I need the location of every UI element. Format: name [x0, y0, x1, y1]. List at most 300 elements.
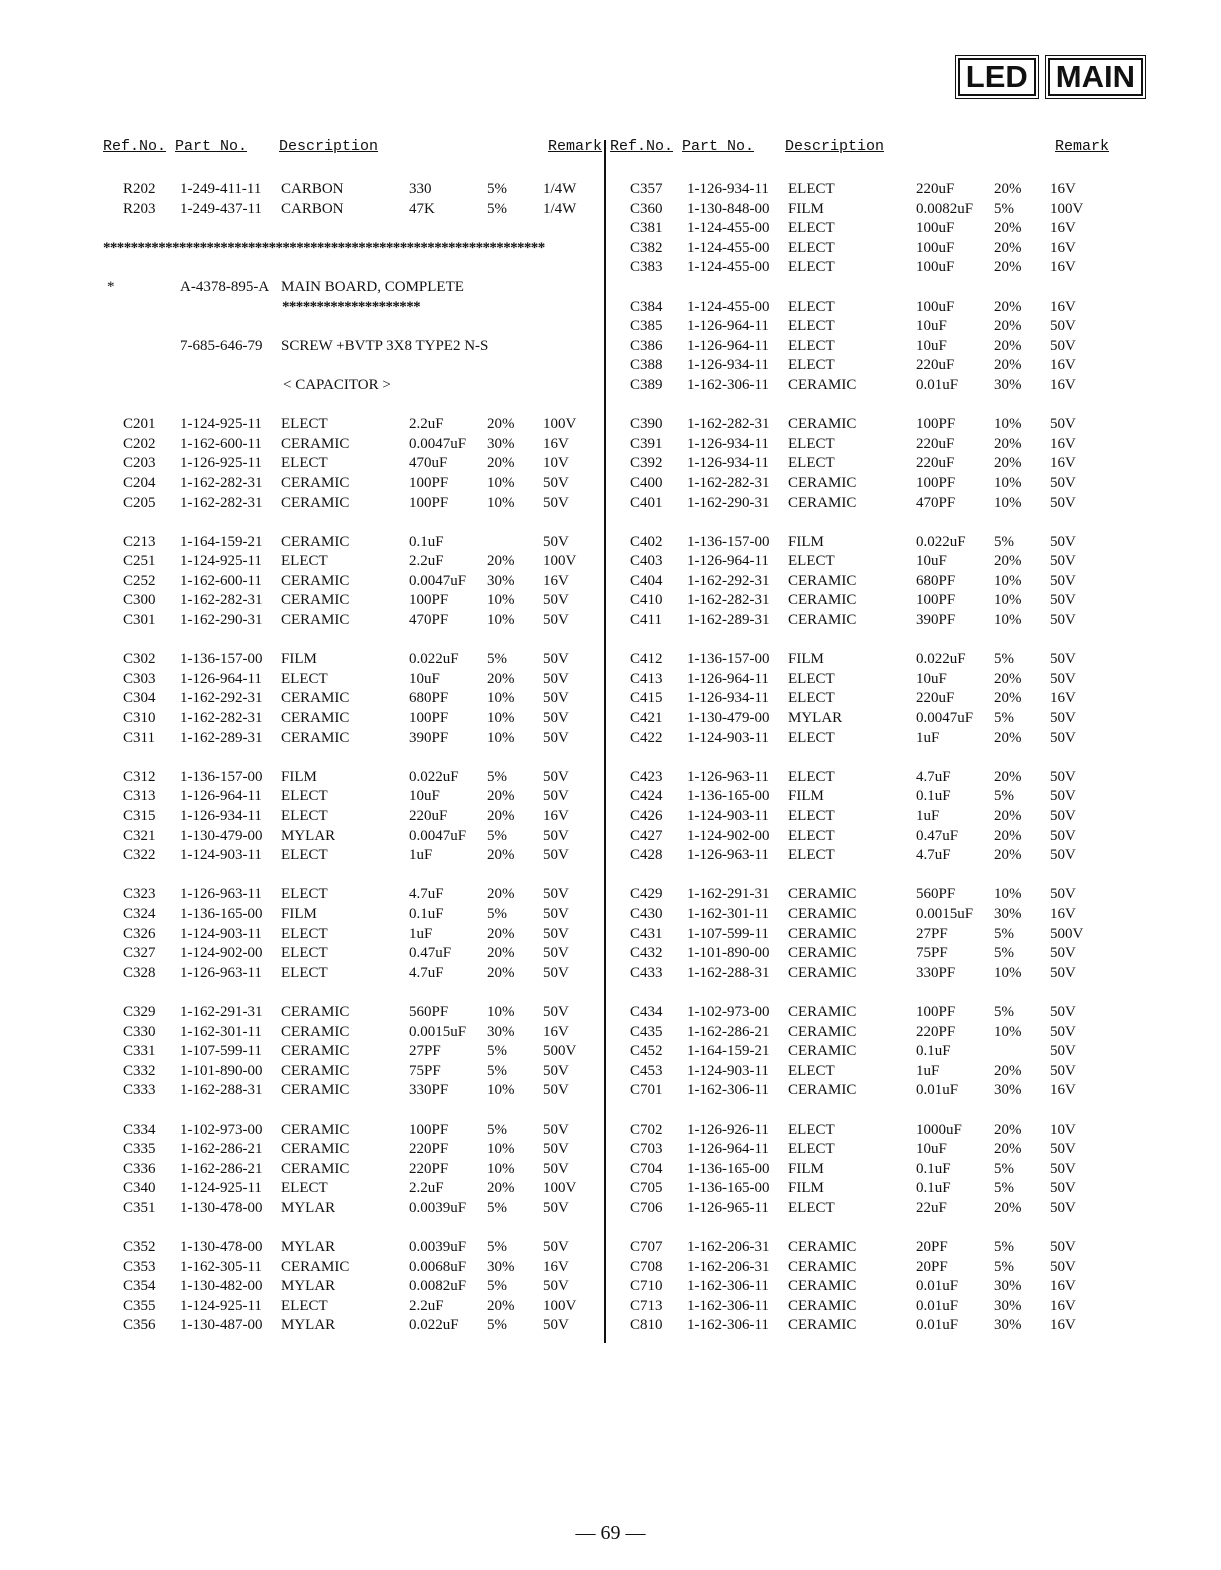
cell-ref: C704 — [630, 1160, 663, 1177]
cell-desc: ELECT — [788, 259, 835, 276]
cell-value: 0.022uF — [409, 768, 459, 785]
cell-tol: 5% — [994, 1160, 1014, 1177]
cell-rating: 16V — [1050, 1278, 1076, 1295]
cell-tol: 5% — [487, 1199, 507, 1216]
cell-part: 1-124-902-00 — [180, 945, 263, 962]
section-title-line — [103, 376, 601, 396]
cell-value: 470PF — [916, 494, 956, 511]
cell-desc: ELECT — [788, 670, 835, 687]
cell-tol: 5% — [487, 1317, 507, 1334]
cell-tol: 20% — [487, 416, 515, 433]
table-row — [103, 415, 601, 435]
cell-ref: C323 — [123, 886, 156, 903]
cell-tol: 10% — [994, 592, 1022, 609]
cell-value: 20PF — [916, 1258, 948, 1275]
cell-rating: 50V — [543, 474, 569, 491]
cell-ref: C302 — [123, 651, 156, 668]
cell-rating: 50V — [543, 1160, 569, 1177]
cell-value: 0.1uF — [916, 788, 951, 805]
cell-tol: 10% — [487, 729, 515, 746]
cell-part: 1-101-890-00 — [687, 945, 770, 962]
cell-part: 1-162-306-11 — [687, 1082, 769, 1099]
cell-ref: C326 — [123, 925, 156, 942]
cell-rating: 100V — [543, 553, 577, 570]
cell-tol: 10% — [994, 494, 1022, 511]
cell-rating: 10V — [1050, 1121, 1076, 1138]
cell-tol: 10% — [994, 1023, 1022, 1040]
cell-part: 1-130-479-00 — [687, 710, 770, 727]
table-row — [610, 415, 1110, 435]
cell-rating: 16V — [1050, 181, 1076, 197]
cell-ref: C701 — [630, 1082, 663, 1099]
cell-desc: FILM — [281, 651, 317, 668]
cell-part: 1-136-157-00 — [687, 533, 770, 550]
cell-value: 100uF — [916, 220, 955, 237]
cell-desc: ELECT — [788, 181, 835, 197]
table-row — [610, 689, 1110, 709]
cell-part: 1-162-301-11 — [180, 1023, 262, 1040]
cell-value: 390PF — [409, 729, 449, 746]
cell-rating: 1/4W — [543, 200, 577, 217]
cell-rating: 50V — [543, 592, 569, 609]
cell-ref: C386 — [630, 337, 663, 354]
cell-tol: 20% — [994, 220, 1022, 237]
table-row — [103, 200, 601, 220]
table-row — [103, 1160, 601, 1180]
cell-value: 10uF — [409, 670, 440, 687]
cell-part: 1-162-290-31 — [687, 494, 770, 511]
cell-rating: 50V — [1050, 847, 1076, 864]
table-row — [610, 1316, 1110, 1336]
cell-desc: CERAMIC — [788, 1003, 857, 1020]
cell-rating: 16V — [543, 435, 569, 452]
cell-desc: CERAMIC — [788, 1023, 857, 1040]
cell-desc: MYLAR — [281, 1317, 336, 1334]
cell-tol: 10% — [487, 1003, 515, 1020]
right-header — [610, 138, 1110, 160]
cell-part: 1-162-286-21 — [180, 1160, 263, 1177]
cell-desc: CERAMIC — [281, 729, 350, 746]
cell-part: 1-249-411-11 — [180, 181, 262, 197]
cell-value: 220uF — [916, 181, 955, 197]
cell-rating: 50V — [543, 945, 569, 962]
cell-tol: 20% — [994, 455, 1022, 472]
cell-desc: FILM — [788, 788, 824, 805]
cell-tol: 10% — [487, 1160, 515, 1177]
table-row — [610, 1062, 1110, 1082]
cell-rating: 50V — [543, 1317, 569, 1334]
cell-value: 0.0047uF — [916, 710, 974, 727]
cell-value: 0.01uF — [916, 1278, 959, 1295]
cell-rating: 50V — [1050, 337, 1076, 354]
cell-part: 1-162-305-11 — [180, 1258, 262, 1275]
cell-desc: CERAMIC — [788, 572, 857, 589]
cell-rating: 50V — [1050, 592, 1076, 609]
cell-part: 1-136-165-00 — [687, 788, 770, 805]
cell-value: 0.01uF — [916, 1297, 959, 1314]
cell-value: 220PF — [409, 1160, 449, 1177]
cell-part: 1-162-306-11 — [687, 1278, 769, 1295]
cell-desc: CERAMIC — [281, 1023, 350, 1040]
cell-desc: ELECT — [788, 827, 835, 844]
cell-tol: 5% — [487, 1062, 507, 1079]
header-remark: Remark — [548, 138, 603, 155]
cell-ref: C324 — [123, 905, 156, 922]
cell-tol: 20% — [994, 259, 1022, 276]
cell-desc: ELECT — [281, 808, 328, 824]
table-row — [103, 1081, 601, 1101]
cell-desc: CERAMIC — [281, 1141, 350, 1158]
cell-part: 1-126-964-11 — [687, 670, 769, 687]
cell-rating: 50V — [543, 710, 569, 727]
cell-tol: 30% — [487, 1023, 515, 1040]
table-row — [610, 729, 1110, 749]
cell-desc: ELECT — [788, 1141, 835, 1158]
cell-part: 1-162-600-11 — [180, 572, 262, 589]
table-row — [103, 1140, 601, 1160]
cell-part: 1-162-288-31 — [687, 964, 770, 981]
cell-rating: 50V — [1050, 318, 1076, 335]
board-part: A-4378-895-A — [180, 278, 270, 295]
cell-desc: ELECT — [281, 553, 328, 570]
cell-ref: C385 — [630, 318, 663, 335]
cell-tol: 5% — [994, 710, 1014, 727]
cell-desc: CERAMIC — [281, 710, 350, 727]
cell-ref: C382 — [630, 239, 663, 256]
table-row — [610, 317, 1110, 337]
cell-rating: 50V — [1050, 1180, 1076, 1197]
cell-part: 1-126-934-11 — [687, 181, 769, 197]
cell-rating: 16V — [1050, 905, 1076, 922]
table-row — [103, 709, 601, 729]
cell-desc: ELECT — [788, 1121, 835, 1138]
board-mark: * — [107, 278, 115, 295]
cell-rating: 50V — [1050, 612, 1076, 629]
table-row — [103, 905, 601, 925]
cell-ref: C389 — [630, 376, 663, 393]
table-row — [610, 454, 1110, 474]
cell-rating: 50V — [1050, 729, 1076, 746]
cell-desc: ELECT — [788, 690, 835, 707]
cell-part: 1-162-301-11 — [687, 905, 769, 922]
cell-value: 100PF — [916, 474, 956, 491]
cell-desc: CERAMIC — [281, 572, 350, 589]
cell-part: 1-162-290-31 — [180, 612, 263, 629]
cell-desc: CERAMIC — [788, 474, 857, 491]
cell-desc: FILM — [788, 1160, 824, 1177]
table-row — [103, 454, 601, 474]
cell-tol: 20% — [994, 847, 1022, 864]
cell-value: 0.1uF — [916, 1180, 951, 1197]
cell-ref: C404 — [630, 572, 663, 589]
cell-desc: CERAMIC — [788, 1082, 857, 1099]
cell-part: 1-249-437-11 — [180, 200, 262, 217]
cell-ref: C708 — [630, 1258, 663, 1275]
cell-desc: CERAMIC — [281, 612, 350, 629]
cell-rating: 50V — [1050, 474, 1076, 491]
cell-rating: 50V — [543, 964, 569, 981]
table-row — [103, 572, 601, 592]
cell-value: 27PF — [916, 925, 948, 942]
cell-desc: CERAMIC — [281, 1062, 350, 1079]
cell-value: 680PF — [409, 690, 449, 707]
table-row — [610, 1277, 1110, 1297]
cell-rating: 1/4W — [543, 181, 577, 197]
cell-part: 1-162-292-31 — [180, 690, 263, 707]
cell-value: 220uF — [916, 357, 955, 374]
cell-desc: ELECT — [281, 1297, 328, 1314]
cell-value: 1uF — [916, 808, 940, 824]
cell-rating: 50V — [1050, 1239, 1076, 1256]
cell-rating: 50V — [543, 651, 569, 668]
cell-desc: CERAMIC — [281, 474, 350, 491]
cell-tol: 20% — [487, 925, 515, 942]
cell-desc: ELECT — [281, 416, 328, 433]
table-row — [610, 1297, 1110, 1317]
table-row — [103, 533, 601, 553]
cell-desc: CERAMIC — [281, 592, 350, 609]
cell-part: 1-130-487-00 — [180, 1317, 263, 1334]
cell-rating: 500V — [1050, 925, 1084, 942]
cell-value: 1000uF — [916, 1121, 962, 1138]
cell-tol: 10% — [487, 612, 515, 629]
cell-tol: 5% — [994, 945, 1014, 962]
cell-desc: CERAMIC — [788, 1317, 857, 1334]
cell-tol: 5% — [994, 1239, 1014, 1256]
table-row — [610, 885, 1110, 905]
cell-tol: 20% — [487, 964, 515, 981]
table-row — [610, 219, 1110, 239]
cell-value: 0.0039uF — [409, 1239, 467, 1256]
table-row — [103, 1238, 601, 1258]
cell-part: 1-107-599-11 — [180, 1043, 262, 1060]
cell-desc: FILM — [788, 1180, 824, 1197]
cell-rating: 50V — [1050, 670, 1076, 687]
cell-part: 1-126-925-11 — [180, 455, 262, 472]
cell-ref: C429 — [630, 886, 663, 903]
cell-ref: C353 — [123, 1258, 156, 1275]
cell-part: 1-126-934-11 — [180, 808, 262, 824]
table-row — [103, 494, 601, 514]
table-row — [610, 1003, 1110, 1023]
cell-rating: 50V — [1050, 886, 1076, 903]
cell-part: 1-124-925-11 — [180, 1180, 262, 1197]
cell-desc: ELECT — [788, 298, 835, 315]
cell-value: 330 — [409, 181, 432, 197]
table-row — [610, 670, 1110, 690]
cell-tol: 20% — [487, 945, 515, 962]
cell-value: 0.01uF — [916, 376, 959, 393]
cell-tol: 30% — [994, 1082, 1022, 1099]
table-row — [610, 200, 1110, 220]
cell-rating: 50V — [1050, 553, 1076, 570]
cell-desc: MYLAR — [281, 1199, 336, 1216]
cell-rating: 16V — [1050, 298, 1076, 315]
table-row — [103, 787, 601, 807]
cell-desc: CERAMIC — [281, 1258, 350, 1275]
cell-ref: C411 — [630, 612, 662, 629]
cell-rating: 100V — [1050, 200, 1084, 217]
cell-rating: 50V — [1050, 416, 1076, 433]
cell-part: 1-162-291-31 — [180, 1003, 263, 1020]
cell-ref: C413 — [630, 670, 663, 687]
cell-ref: C313 — [123, 788, 156, 805]
separator-stars: **************************************************************** — [103, 239, 545, 256]
table-row — [103, 944, 601, 964]
cell-tol: 10% — [487, 474, 515, 491]
cell-tol: 20% — [487, 553, 515, 570]
cell-desc: ELECT — [281, 1180, 328, 1197]
cell-ref: C702 — [630, 1121, 663, 1138]
column-divider — [604, 140, 606, 1343]
cell-rating: 50V — [543, 847, 569, 864]
cell-tol: 5% — [994, 925, 1014, 942]
cell-rating: 16V — [1050, 239, 1076, 256]
cell-tol: 20% — [994, 1121, 1022, 1138]
header-part: Part No. — [175, 138, 248, 155]
cell-desc: FILM — [281, 905, 317, 922]
cell-ref: C381 — [630, 220, 663, 237]
cell-ref: C301 — [123, 612, 156, 629]
cell-tol: 5% — [487, 827, 507, 844]
table-row — [610, 787, 1110, 807]
cell-tol: 20% — [487, 455, 515, 472]
table-row — [103, 846, 601, 866]
cell-rating: 100V — [543, 416, 577, 433]
cell-value: 100PF — [409, 592, 449, 609]
table-row — [610, 258, 1110, 278]
cell-ref: C330 — [123, 1023, 156, 1040]
cell-part: 1-102-973-00 — [180, 1121, 263, 1138]
cell-rating: 100V — [543, 1180, 577, 1197]
cell-tol: 20% — [994, 318, 1022, 335]
cell-tol: 10% — [994, 474, 1022, 491]
cell-value: 0.0039uF — [409, 1199, 467, 1216]
cell-rating: 50V — [1050, 1160, 1076, 1177]
cell-value: 0.022uF — [916, 533, 966, 550]
cell-desc: CERAMIC — [788, 925, 857, 942]
cell-tol: 5% — [487, 1239, 507, 1256]
cell-rating: 100V — [543, 1297, 577, 1314]
cell-part: 1-136-165-00 — [180, 905, 263, 922]
cell-part: 1-136-157-00 — [180, 651, 263, 668]
cell-ref: C304 — [123, 690, 156, 707]
table-row — [103, 729, 601, 749]
cell-value: 0.0082uF — [916, 200, 974, 217]
cell-value: 0.0047uF — [409, 435, 467, 452]
cell-part: 1-126-964-11 — [687, 318, 769, 335]
cell-desc: CERAMIC — [788, 1043, 857, 1060]
cell-ref: C424 — [630, 788, 663, 805]
cell-desc: CERAMIC — [788, 1278, 857, 1295]
cell-part: 1-136-165-00 — [687, 1160, 770, 1177]
cell-ref: C213 — [123, 533, 156, 550]
cell-tol: 20% — [487, 808, 515, 824]
cell-part: 1-126-963-11 — [180, 886, 262, 903]
cell-desc: CERAMIC — [788, 1297, 857, 1314]
cell-rating: 16V — [1050, 376, 1076, 393]
table-row — [103, 1023, 601, 1043]
cell-ref: C204 — [123, 474, 156, 491]
cell-ref: C355 — [123, 1297, 156, 1314]
cell-ref: R203 — [123, 200, 156, 217]
cell-ref: C422 — [630, 729, 663, 746]
cell-ref: C203 — [123, 455, 156, 472]
table-row — [610, 435, 1110, 455]
cell-rating: 50V — [543, 925, 569, 942]
cell-ref: C252 — [123, 572, 156, 589]
cell-part: 1-126-963-11 — [687, 847, 769, 864]
table-row — [103, 807, 601, 827]
cell-rating: 50V — [1050, 1043, 1076, 1060]
cell-ref: C428 — [630, 847, 663, 864]
cell-tol: 20% — [994, 1141, 1022, 1158]
cell-value: 330PF — [916, 964, 956, 981]
cell-desc: CERAMIC — [281, 1082, 350, 1099]
cell-part: 1-162-286-21 — [180, 1141, 263, 1158]
cell-rating: 16V — [1050, 1297, 1076, 1314]
cell-tol: 30% — [994, 1278, 1022, 1295]
cell-desc: CARBON — [281, 181, 344, 197]
cell-rating: 50V — [1050, 494, 1076, 511]
cell-desc: ELECT — [281, 670, 328, 687]
board-line — [103, 278, 601, 298]
cell-desc: ELECT — [281, 886, 328, 903]
cell-ref: C311 — [123, 729, 155, 746]
cell-rating: 50V — [543, 1082, 569, 1099]
cell-tol: 20% — [487, 1297, 515, 1314]
cell-part: 1-162-306-11 — [687, 376, 769, 393]
header-remark: Remark — [1055, 138, 1110, 155]
cell-part: 1-126-934-11 — [687, 357, 769, 374]
table-row — [610, 474, 1110, 494]
table-row — [103, 650, 601, 670]
cell-value: 220uF — [916, 690, 955, 707]
cell-desc: CERAMIC — [281, 1043, 350, 1060]
cell-value: 10uF — [409, 788, 440, 805]
cell-value: 220PF — [916, 1023, 956, 1040]
cell-desc: CERAMIC — [788, 1258, 857, 1275]
cell-ref: C410 — [630, 592, 663, 609]
cell-tol: 20% — [994, 827, 1022, 844]
cell-part: 1-130-478-00 — [180, 1199, 263, 1216]
cell-ref: C415 — [630, 690, 663, 707]
cell-rating: 50V — [1050, 651, 1076, 668]
cell-rating: 50V — [1050, 1023, 1076, 1040]
cell-tol: 5% — [487, 651, 507, 668]
cell-part: 1-162-206-31 — [687, 1239, 770, 1256]
cell-tol: 10% — [994, 964, 1022, 981]
cell-tol: 5% — [487, 1043, 507, 1060]
cell-tol: 10% — [487, 710, 515, 727]
cell-tol: 5% — [487, 200, 507, 217]
cell-value: 1uF — [916, 729, 940, 746]
cell-rating: 50V — [543, 886, 569, 903]
cell-part: 1-162-282-31 — [180, 494, 263, 511]
cell-ref: C433 — [630, 964, 663, 981]
table-row — [610, 1042, 1110, 1062]
cell-ref: C300 — [123, 592, 156, 609]
cell-ref: C332 — [123, 1062, 156, 1079]
cell-value: 0.1uF — [409, 905, 444, 922]
table-row — [103, 1062, 601, 1082]
table-row — [610, 298, 1110, 318]
table-row — [610, 611, 1110, 631]
table-row — [103, 670, 601, 690]
cell-tol: 30% — [994, 905, 1022, 922]
cell-value: 47K — [409, 200, 435, 217]
cell-rating: 16V — [1050, 455, 1076, 472]
